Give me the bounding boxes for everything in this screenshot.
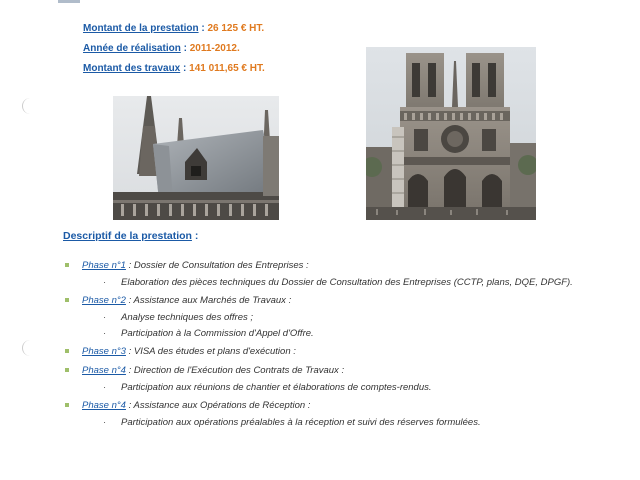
section-title-suffix: : <box>191 230 199 242</box>
phase-item <box>65 398 625 429</box>
phase-heading <box>65 344 625 359</box>
phase-subitem-text: Participation à la Commission d'Appel d'Offre. <box>121 328 314 339</box>
phase-description: : VISA des études et plans d'exécution : <box>125 346 296 357</box>
phase-description: : Direction de l'Exécution des Contrats de Travaux : <box>125 365 345 376</box>
phase-subitem <box>65 276 625 289</box>
square-bullet-icon <box>65 403 69 407</box>
phase-name: Phase n°4 <box>82 400 126 411</box>
dot-bullet-icon: · <box>103 328 107 339</box>
project-info <box>83 23 265 83</box>
dot-bullet-icon: · <box>103 312 107 323</box>
phase-description: : Dossier de Consultation des Entreprises : <box>125 260 309 271</box>
phase-description: : Assistance aux Opérations de Réception : <box>125 400 311 411</box>
phases-list <box>65 258 625 433</box>
dot-bullet-icon: · <box>103 417 107 428</box>
square-bullet-icon <box>65 263 69 267</box>
phase-item <box>65 258 625 289</box>
dot-bullet-icon: · <box>103 277 107 288</box>
phase-name: Phase n°1 <box>82 260 126 271</box>
phase-subitem-text: Elaboration des pièces techniques du Dossier de Consultation des Entreprises (CCTP, plans, DQE, DPGF). <box>121 277 573 288</box>
phase-subitem <box>65 327 625 340</box>
margin-mark <box>22 98 33 114</box>
info-montant-prestation: Montant de la prestation : 26 125 € HT. <box>83 23 265 34</box>
info-value: 2011-2012. <box>189 43 240 54</box>
phase-subitem-text: Participation aux réunions de chantier et élaborations de comptes-rendus. <box>121 382 432 393</box>
margin-mark <box>22 340 33 356</box>
phase-heading <box>65 293 625 308</box>
phase-name: Phase n°4 <box>82 365 126 376</box>
phase-name: Phase n°2 <box>82 295 126 306</box>
info-label: Montant des travaux <box>83 63 181 74</box>
info-annee-realisation: Année de réalisation : 2011-2012. <box>83 43 240 54</box>
section-title-text: Descriptif de la prestation <box>63 230 192 242</box>
phase-item <box>65 293 625 340</box>
phase-heading <box>65 398 625 413</box>
phase-subitem <box>65 416 625 429</box>
info-value: 141 011,65 € HT. <box>189 63 265 74</box>
phase-subitem-text: Participation aux opérations préalables à la réception et suivi des réserves formulées. <box>121 417 481 428</box>
phase-subitem-text: Analyse techniques des offres ; <box>121 312 254 323</box>
info-value: 26 125 € HT. <box>207 23 265 34</box>
square-bullet-icon <box>65 298 69 302</box>
phase-subitem <box>65 381 625 394</box>
dot-bullet-icon: · <box>103 382 107 393</box>
top-decoration <box>58 0 80 3</box>
phase-description: : Assistance aux Marchés de Travaux : <box>125 295 292 306</box>
info-label: Montant de la prestation <box>83 23 199 34</box>
phase-heading <box>65 363 625 378</box>
phase-item <box>65 344 625 359</box>
info-label: Année de réalisation <box>83 43 181 54</box>
phase-heading <box>65 258 625 273</box>
phase-item <box>65 363 625 394</box>
phase-name: Phase n°3 <box>82 346 126 357</box>
phase-subitem <box>65 311 625 324</box>
square-bullet-icon <box>65 349 69 353</box>
section-title <box>63 230 198 242</box>
square-bullet-icon <box>65 368 69 372</box>
info-montant-travaux: Montant des travaux : 141 011,65 € HT. <box>83 63 265 74</box>
roof-spire-photo <box>113 96 279 220</box>
cathedral-facade-photo <box>366 47 536 220</box>
